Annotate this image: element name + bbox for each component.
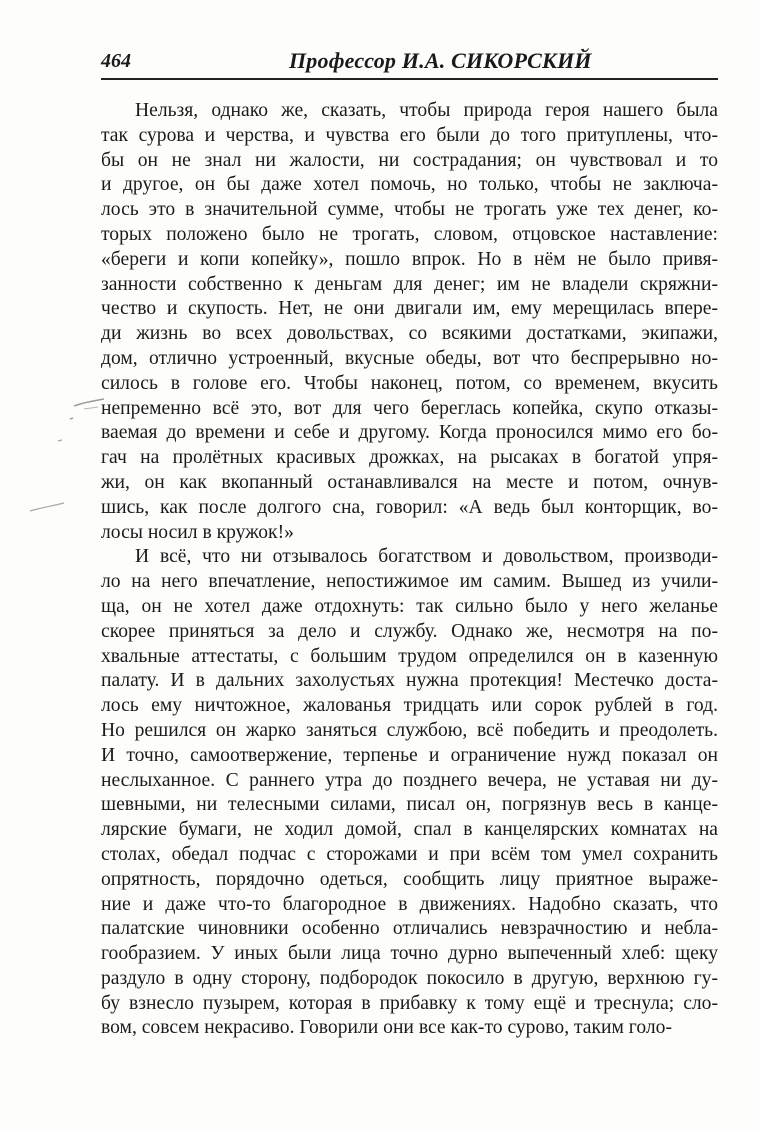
text-line: ло на него впечатление, непостижимое им самим. Вышед из учили- <box>101 571 718 593</box>
text-line: ща, он не хотел даже отдохнуть: так сильно было у него желанье <box>101 595 718 617</box>
text-line: и другое, он бы даже хотел помочь, но только, чтобы не заключа- <box>101 174 718 196</box>
text-line: И всё, что ни отзывалось богатством и довольством, производи- <box>135 546 718 568</box>
text-line: скорее приняться за дело и службу. Однако же, несмотря на по- <box>101 620 718 642</box>
header-rule <box>101 78 718 80</box>
text-line: Нельзя, однако же, сказать, чтобы природа героя нашего была <box>135 100 718 121</box>
text-line: силось в голове его. Чтобы наконец, потом, со временем, вкусить <box>101 372 718 394</box>
pencil-dot-2 <box>58 440 62 441</box>
text-line: ние и даже что-то благородное в движениях. Надобно сказать, что <box>101 893 718 915</box>
text-line: гач на пролётных красивых дрожках, на рысаках в богатой упря- <box>101 447 718 469</box>
text-line: непременно всё это, вот для чего береглась копейка, скупо отказы- <box>101 397 718 419</box>
text-line: раздуло в одну сторону, подбородок покосило в другую, верхнюю гу- <box>101 967 718 989</box>
pencil-stroke-3 <box>30 503 64 511</box>
text-line: бы он не знал ни жалости, ни сострадания; он чувствовал и то <box>101 149 718 171</box>
text-line: лярские бумаги, не ходил домой, спал в канцелярских комнатах на <box>101 819 718 841</box>
text-line: И точно, самоотвержение, терпенье и ограничение нужд показал он <box>101 744 718 766</box>
text-line: занности собственно к деньгам для денег; им не владели скряжни- <box>101 273 718 295</box>
text-line: «береги и копи копейку», пошло впрок. Но в нём не было привя- <box>101 248 718 270</box>
text-line: палатские чиновники особенно отличались невзрачностию и небла- <box>101 918 718 940</box>
text-line: лосы носил в кружок!» <box>101 521 294 543</box>
text-line: жи, он как вкопанный останавливался на месте и потом, очнув- <box>101 471 718 493</box>
pencil-stroke-2 <box>84 407 98 409</box>
body-text <box>101 99 718 1041</box>
page-header <box>101 46 718 80</box>
pencil-dot <box>70 418 73 419</box>
text-line: вом, совсем некрасиво. Говорили они все как-то сурово, таким голо- <box>101 1017 672 1039</box>
text-line: лось ему ничтожное, жалованья тридцать или сорок рублей в год. <box>101 695 718 717</box>
text-line: бу взнесло пузырем, которая в прибавку к тому ещё и треснула; сло- <box>101 992 718 1014</box>
margin-pencil-marks <box>0 0 120 560</box>
text-line: ваемая до времени и себе и другому. Когда проносился мимо его бо- <box>101 422 718 444</box>
text-line: торых положено было не трогать, словом, отцовское наставление: <box>101 223 718 245</box>
pencil-stroke-1 <box>74 399 104 406</box>
text-line: хвальные аттестаты, с большим трудом определился он в казенную <box>101 645 718 667</box>
text-line: шись, как после долгого сна, говорил: «А ведь был конторщик, во- <box>101 496 718 518</box>
text-line: Но решился он жарко заняться службою, всё победить и преодолеть. <box>101 719 718 741</box>
text-line: ди жизнь во всех довольствах, со всякими достатками, экипажи, <box>101 323 718 345</box>
text-line: так сурова и черства, и чувства его были до того притуплены, что- <box>101 124 718 146</box>
paragraph-container <box>101 99 718 1041</box>
text-line: чество и скупость. Нет, не они двигали им, ему мерещилась впере- <box>101 298 718 320</box>
text-line: неслыханное. С раннего утра до позднего вечера, не уставая ни ду- <box>101 769 718 791</box>
page-number: 464 <box>101 50 131 72</box>
text-line: гообразием. У иных были лица точно дурно выпеченный хлеб: щеку <box>101 943 718 965</box>
text-line: дом, отлично устроенный, вкусные обеды, вот что беспрерывно но- <box>101 347 718 369</box>
text-line: лось это в значительной сумме, чтобы не трогать уже тех денег, ко- <box>101 199 718 221</box>
text-line: опрятность, порядочно одеться, сообщить лицу приятное выраже- <box>101 868 718 890</box>
running-title: Профессор И.А. СИКОРСКИЙ <box>289 48 592 73</box>
text-line: палату. И в дальних захолустьях нужна протекция! Местечко доста- <box>101 670 718 692</box>
text-line: шевными, ни телесными силами, писал он, погрязнув весь в канце- <box>101 794 718 816</box>
text-line: столах, обедал подчас с сторожами и при всём том умел сохранить <box>101 843 718 865</box>
